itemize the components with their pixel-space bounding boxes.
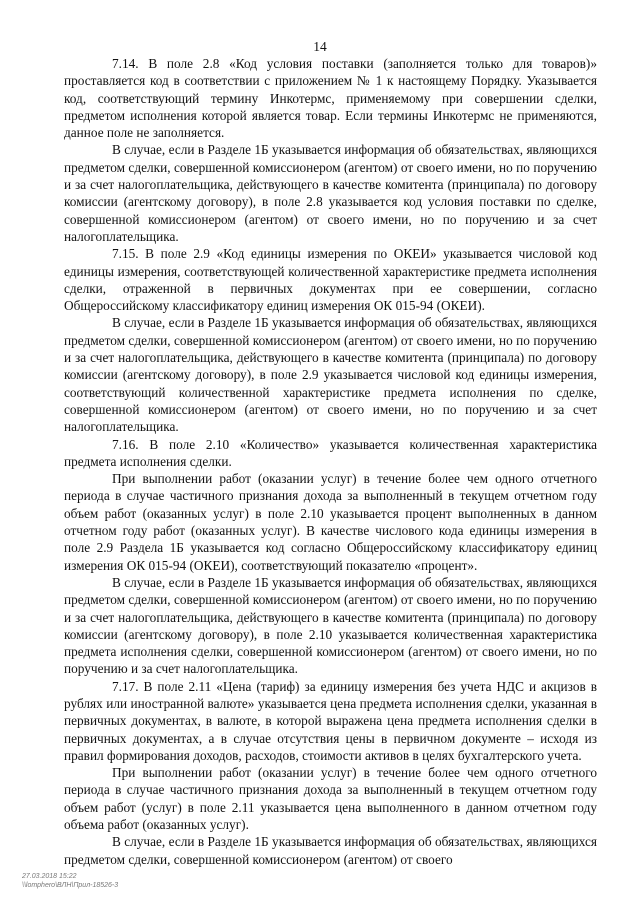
paragraph-7-17-agent: В случае, если в Разделе 1Б указывается информация об обязательствах, являющихся предметом сделки, совершенной комиссионером (агентом) от своего xyxy=(64,834,597,867)
footer-file-path: \\lomphero\ВЛН\Прил-18526-3 xyxy=(22,882,119,889)
paragraph-7-16-works: При выполнении работ (оказании услуг) в течение более чем одного отчетного периода в случае частичного признания дохода за выполненный в текущем отчетном году объем работ (оказанных услуг) в поле 2.10 указывается процент выполненных в данном отчетном году работ (оказанных услуг). В качестве числового кода единицы измерения в поле 2.9 Раздела 1Б указывается код согласно Общероссийскому классификатору единиц измерения ОК 015-94 (ОКЕИ), соответствующий показателю «процент». xyxy=(64,471,597,573)
document-body xyxy=(64,55,597,868)
paragraph-7-17-works: При выполнении работ (оказании услуг) в течение более чем одного отчетного периода в случае частичного признания дохода за выполненный в текущем отчетном году объем работ (услуг) в поле 2.11 указывается цена выполненного в данном отчетном году объема работ (оказанных услуг). xyxy=(64,765,597,833)
document-footer xyxy=(22,872,118,890)
paragraph-7-16-agent: В случае, если в Разделе 1Б указывается информация об обязательствах, являющихся предметом сделки, совершенной комиссионером (агентом) от своего имени, но по поручению и за счет налогоплательщика, действующего в качестве комитента (принципала) по договору комиссии (агентскому договору), в поле 2.10 указывается количественная характеристика предмета исполнения сделки, совершенной комиссионером (агентом) от своего имени, но по поручению и за счет налогоплательщика. xyxy=(64,574,597,677)
footer-timestamp: 27.03.2018 15:22 xyxy=(22,873,77,880)
paragraph-7-15: 7.15. В поле 2.9 «Код единицы измерения по ОКЕИ» указывается числовой код единицы измерения, соответствующей количественной характеристике предмета исполнения сделки, отраженной в первичных документах при ее совершении, согласно Общероссийскому классификатору единиц измерения ОК 015-94 (ОКЕИ). xyxy=(64,246,597,314)
paragraph-7-14: 7.14. В поле 2.8 «Код условия поставки (заполняется только для товаров)» проставляется код в соответствии с приложением № 1 к настоящему Порядку. Указывается код, соответствующий термину Инкотермс, применяемому при совершении сделки, предметом исполнения которой является товар. Если термины Инкотермс не применяются, данное поле не заполняется. xyxy=(64,56,597,141)
paragraph-7-14-agent: В случае, если в Разделе 1Б указывается информация об обязательствах, являющихся предметом сделки, совершенной комиссионером (агентом) от своего имени, но по поручению и за счет налогоплательщика, действующего в качестве комитента (принципала) по договору комиссии (агентскому договору), в поле 2.8 указывается код условия поставки по сделке, совершенной комиссионером (агентом) от своего имени, но по поручению и за счет налогоплательщика. xyxy=(64,142,597,244)
paragraph-7-15-agent: В случае, если в Разделе 1Б указывается информация об обязательствах, являющихся предметом сделки, совершенной комиссионером (агентом) от своего имени, но по поручению и за счет налогоплательщика, действующего в качестве комитента (принципала) по договору комиссии (агентскому договору), в поле 2.9 указывается числовой код единицы измерения, соответствующий количественной характеристике предмета исполнения по сделке, совершенной комиссионером (агентом) от своего имени, но по поручению и за счет налогоплательщика. xyxy=(64,315,597,435)
paragraph-7-16: 7.16. В поле 2.10 «Количество» указывается количественная характеристика предмета исполнения сделки. xyxy=(64,436,597,469)
page-number: 14 xyxy=(313,39,327,54)
paragraph-7-17: 7.17. В поле 2.11 «Цена (тариф) за единицу измерения без учета НДС и акцизов в рублях или иностранной валюте» указывается цена предмета исполнения сделки, указанная в первичных документах, в валюте, в которой выражена цена предмета исполнения сделки в первичных документах, а в случае отсутствия цены в первичном документе – исходя из правил формирования доходов, расходов, стоимости активов в целях бухгалтерского учета. xyxy=(64,678,597,763)
